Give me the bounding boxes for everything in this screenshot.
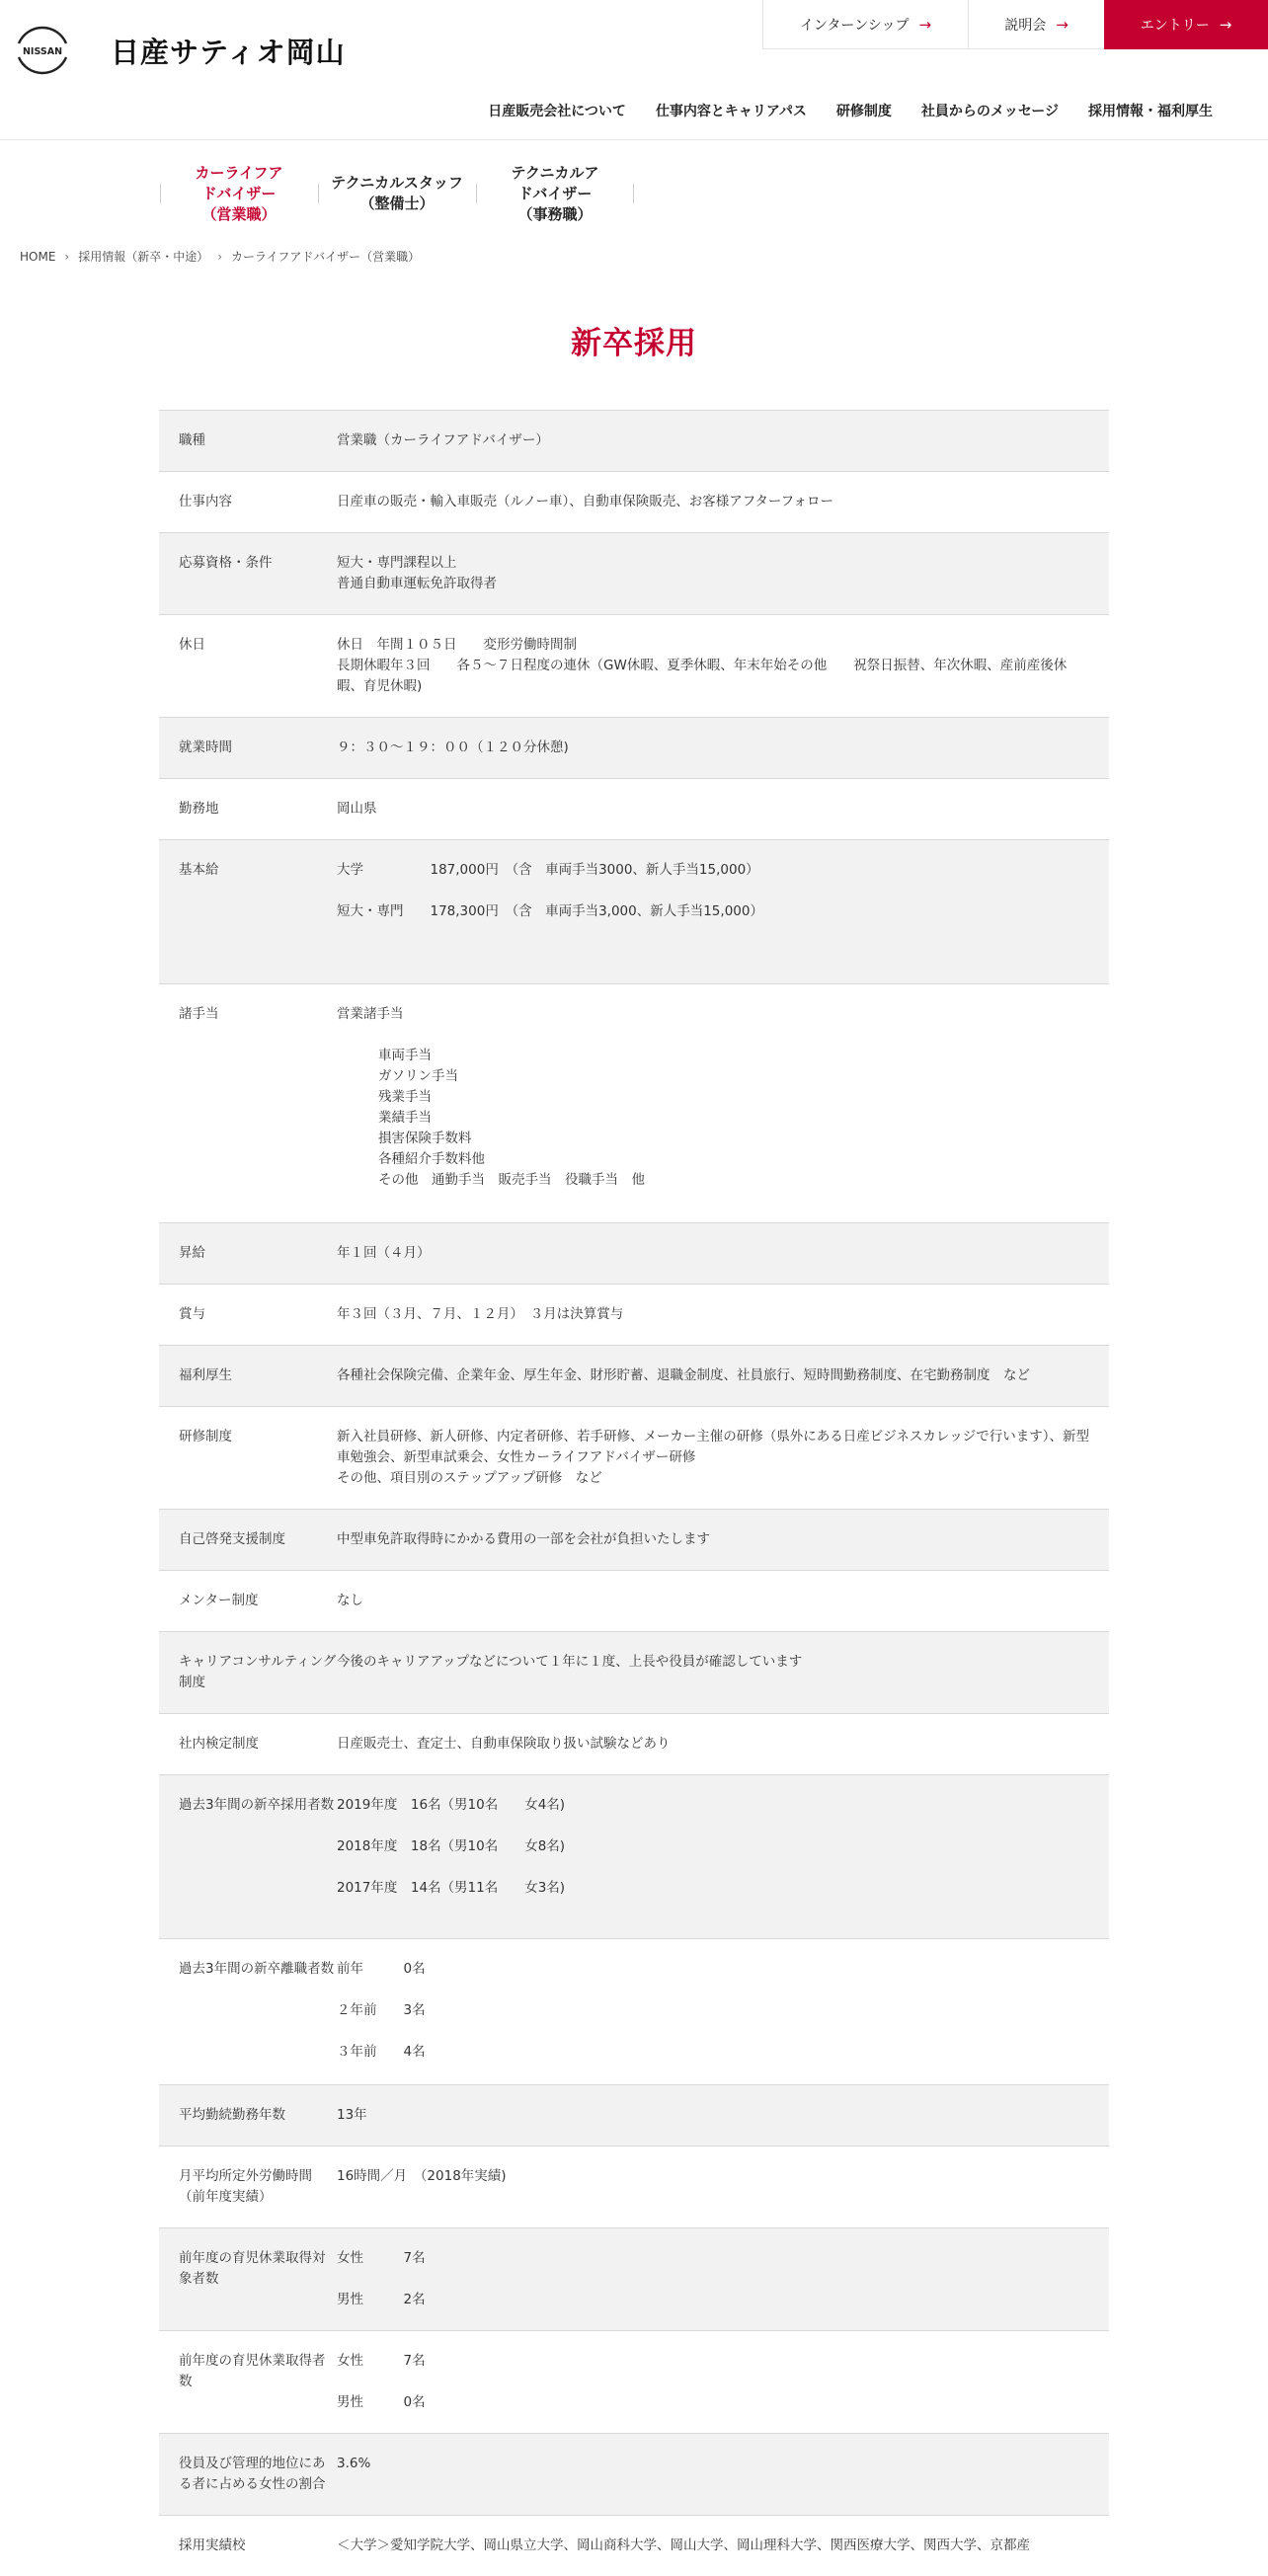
tab-car-life-advisor[interactable] [160, 158, 318, 229]
nissan-logo-icon [12, 24, 73, 77]
row-value [337, 984, 1109, 1223]
row-value [337, 411, 1109, 472]
value-line: 業績手当 [337, 1108, 1089, 1129]
value-line: 残業手当 [337, 1087, 1089, 1108]
row-value [337, 1775, 1109, 1939]
table-row [159, 840, 1109, 984]
row-label: 職種 [159, 411, 337, 472]
row-value [337, 2434, 1109, 2516]
value-line: 新入社員研修、新人研修、内定者研修、若手研修、メーカー主催の研修（県外にある日産ビジネスカレッジで行います）、新型車勉強会、新型車試乗会、女性カーライフアドバイザー研修 [337, 1427, 1089, 1468]
internship-button[interactable] [762, 0, 968, 49]
table-row [159, 472, 1109, 533]
row-label: 平均勤続勤務年数 [159, 2085, 337, 2147]
value-line: 日産車の販売・輸入車販売（ルノー車）、自動車保険販売、お客様アフターフォロー [337, 492, 1089, 512]
table-row [159, 1571, 1109, 1632]
value-line: 男性 2名 [337, 2290, 1089, 2310]
row-value [337, 2085, 1109, 2147]
row-value [337, 1407, 1109, 1510]
site-header [0, 0, 1268, 140]
value-line: 年１回（４月） [337, 1243, 1089, 1264]
table-row [159, 779, 1109, 840]
tab-label-line: （整備士） [331, 194, 463, 214]
row-label: 採用実績校 [159, 2516, 337, 2576]
table-row [159, 1223, 1109, 1285]
internship-label: インターンシップ [800, 15, 910, 35]
table-row [159, 1714, 1109, 1775]
row-label: 自己啓発支援制度 [159, 1510, 337, 1571]
row-label: 諸手当 [159, 984, 337, 1223]
table-row [159, 1939, 1109, 2085]
row-value [337, 840, 1109, 984]
value-line: 今後のキャリアアップなどについて１年に１度、上長や役員が確認しています [337, 1652, 1089, 1673]
arrow-right-icon: → [1220, 16, 1232, 34]
nav-messages[interactable]: 社員からのメッセージ [921, 101, 1059, 120]
value-line: 中型車免許取得時にかかる費用の一部を会社が負担いたします [337, 1529, 1089, 1550]
table-row [159, 533, 1109, 615]
table-row [159, 615, 1109, 718]
value-line: 損害保険手数料 [337, 1129, 1089, 1149]
row-value [337, 1285, 1109, 1346]
value-line: 前年 0名 [337, 1959, 1089, 1980]
table-row [159, 411, 1109, 472]
row-label: 昇給 [159, 1223, 337, 1285]
row-value [337, 1571, 1109, 1632]
row-label: 休日 [159, 615, 337, 718]
row-label: 過去3年間の新卒離職者数 [159, 1939, 337, 2085]
value-line: 女性 7名 [337, 2248, 1089, 2269]
row-value [337, 2331, 1109, 2434]
tab-label-line: テクニカルア [511, 163, 598, 184]
row-value [337, 2228, 1109, 2331]
table-row [159, 1510, 1109, 1571]
chevron-right-icon: › [217, 250, 222, 264]
value-line: その他 通勤手当 販売手当 役職手当 他 [337, 1170, 1089, 1191]
recruitment-spec-table [159, 410, 1109, 2576]
row-label: 応募資格・条件 [159, 533, 337, 615]
row-label: メンター制度 [159, 1571, 337, 1632]
table-row [159, 1407, 1109, 1510]
nav-about-dealer[interactable]: 日産販売会社について [488, 101, 626, 120]
tab-technical-staff[interactable] [318, 158, 476, 229]
row-value [337, 1223, 1109, 1285]
row-label: 仕事内容 [159, 472, 337, 533]
value-line: 休日 年間１０５日 変形労働時間制 [337, 635, 1089, 656]
value-line: 営業職（カーライフアドバイザー） [337, 430, 1089, 451]
briefing-label: 説明会 [1004, 15, 1046, 35]
value-line: 2017年度 14名（男11名 女3名) [337, 1878, 1089, 1899]
tab-label-line: テクニカルスタッフ [331, 173, 463, 194]
entry-button[interactable] [1104, 0, 1268, 49]
breadcrumb-recruit[interactable]: 採用情報（新卒・中途） [78, 248, 208, 265]
table-row [159, 2516, 1109, 2576]
table-row [159, 1775, 1109, 1939]
value-line: 各種紹介手数料他 [337, 1149, 1089, 1170]
value-line: 岡山県 [337, 799, 1089, 820]
row-label: 役員及び管理的地位にある者に占める女性の割合 [159, 2434, 337, 2516]
table-row [159, 2147, 1109, 2228]
value-line: 16時間／月 （2018年実績) [337, 2166, 1089, 2187]
row-value [337, 2147, 1109, 2228]
chevron-right-icon: › [64, 250, 69, 264]
briefing-button[interactable] [968, 0, 1104, 49]
row-label: 基本給 [159, 840, 337, 984]
value-line: 13年 [337, 2105, 1089, 2126]
value-line: 短大・専門 178,300円 （含 車両手当3,000、新人手当15,000） [337, 901, 1089, 922]
row-value [337, 615, 1109, 718]
breadcrumb [20, 248, 420, 265]
value-line: ２年前 3名 [337, 2000, 1089, 2021]
row-value [337, 1346, 1109, 1407]
site-logo[interactable] [12, 24, 346, 77]
tab-label-line: ドバイザー [511, 184, 598, 204]
table-row [159, 2434, 1109, 2516]
value-line: 女性 7名 [337, 2351, 1089, 2372]
row-label: 社内検定制度 [159, 1714, 337, 1775]
row-label: 賞与 [159, 1285, 337, 1346]
value-line: 各種社会保険完備、企業年金、厚生年金、財形貯蓄、退職金制度、社員旅行、短時間勤務制度、在宅勤務制度 など [337, 1366, 1089, 1386]
table-row [159, 984, 1109, 1223]
row-label: 就業時間 [159, 718, 337, 779]
value-line: 大学 187,000円 （含 車両手当3000、新人手当15,000） [337, 860, 1089, 881]
row-label: 過去3年間の新卒採用者数 [159, 1775, 337, 1939]
arrow-right-icon: → [918, 16, 931, 34]
value-line: 男性 0名 [337, 2392, 1089, 2413]
row-label: キャリアコンサルティング制度 [159, 1632, 337, 1714]
value-line: 3.6% [337, 2454, 1089, 2474]
value-line: 短大・専門課程以上 [337, 553, 1089, 574]
value-line: ３年前 4名 [337, 2042, 1089, 2063]
value-line: 2019年度 16名（男10名 女4名) [337, 1795, 1089, 1816]
row-label: 研修制度 [159, 1407, 337, 1510]
breadcrumb-current: カーライフアドバイザー（営業職） [231, 248, 420, 265]
row-label: 勤務地 [159, 779, 337, 840]
value-line: 長期休暇年３回 各５～７日程度の連休（GW休暇、夏季休暇、年末年始その他 祝祭日振替、年次休暇、産前産後休暇、育児休暇) [337, 656, 1089, 697]
tab-label-line: ドバイザー [195, 184, 282, 204]
value-line: 2018年度 18名（男10名 女8名) [337, 1836, 1089, 1857]
row-label: 福利厚生 [159, 1346, 337, 1407]
page-title: 新卒採用 [0, 318, 1268, 362]
table-row [159, 718, 1109, 779]
value-line: ９：３０～１９：００（１２０分休憩) [337, 738, 1089, 758]
tab-technical-advisor[interactable] [476, 158, 634, 229]
row-value [337, 1939, 1109, 2085]
job-type-tabs [160, 158, 634, 229]
row-label: 月平均所定外労働時間（前年度実績） [159, 2147, 337, 2228]
breadcrumb-home[interactable]: HOME [20, 250, 55, 264]
value-line: 普通自動車運転免許取得者 [337, 574, 1089, 594]
value-line: ＜大学＞愛知学院大学、岡山県立大学、岡山商科大学、岡山大学、岡山理科大学、関西医療大学、関西大学、京都産 [337, 2536, 1089, 2556]
value-line: その他、項目別のステップアップ研修 など [337, 1468, 1089, 1489]
row-value [337, 1510, 1109, 1571]
row-value [337, 2516, 1109, 2576]
table-row [159, 2331, 1109, 2434]
nissan-logo-text: NISSAN [23, 46, 62, 57]
table-row [159, 1346, 1109, 1407]
value-line: なし [337, 1591, 1089, 1611]
entry-label: エントリー [1141, 15, 1210, 35]
nav-training[interactable]: 研修制度 [836, 101, 892, 120]
tab-label-line: カーライフア [195, 163, 282, 184]
table-row [159, 1285, 1109, 1346]
tab-label-line: （事務職） [511, 204, 598, 225]
nav-recruit-benefits[interactable]: 採用情報・福利厚生 [1088, 101, 1213, 120]
value-line: 営業諸手当 [337, 1004, 1089, 1025]
table-row [159, 2085, 1109, 2147]
row-label: 前年度の育児休業取得対象者数 [159, 2228, 337, 2331]
value-line: 年３回（３月、７月、１２月） ３月は決算賞与 [337, 1304, 1089, 1325]
utility-nav [762, 0, 1268, 49]
value-line: 日産販売士、査定士、自動車保険取り扱い試験などあり [337, 1734, 1089, 1755]
nav-work-career[interactable]: 仕事内容とキャリアパス [656, 101, 807, 120]
global-nav [488, 101, 1213, 120]
value-line: ガソリン手当 [337, 1066, 1089, 1087]
row-value [337, 718, 1109, 779]
table-row [159, 1632, 1109, 1714]
row-value [337, 533, 1109, 615]
row-value [337, 472, 1109, 533]
row-label: 前年度の育児休業取得者数 [159, 2331, 337, 2434]
value-line: 車両手当 [337, 1046, 1089, 1066]
dealer-name: 日産サティオ岡山 [111, 31, 346, 71]
tab-label-line: （営業職） [195, 204, 282, 225]
row-value [337, 779, 1109, 840]
row-value [337, 1632, 1109, 1714]
row-value [337, 1714, 1109, 1775]
table-row [159, 2228, 1109, 2331]
arrow-right-icon: → [1056, 16, 1069, 34]
